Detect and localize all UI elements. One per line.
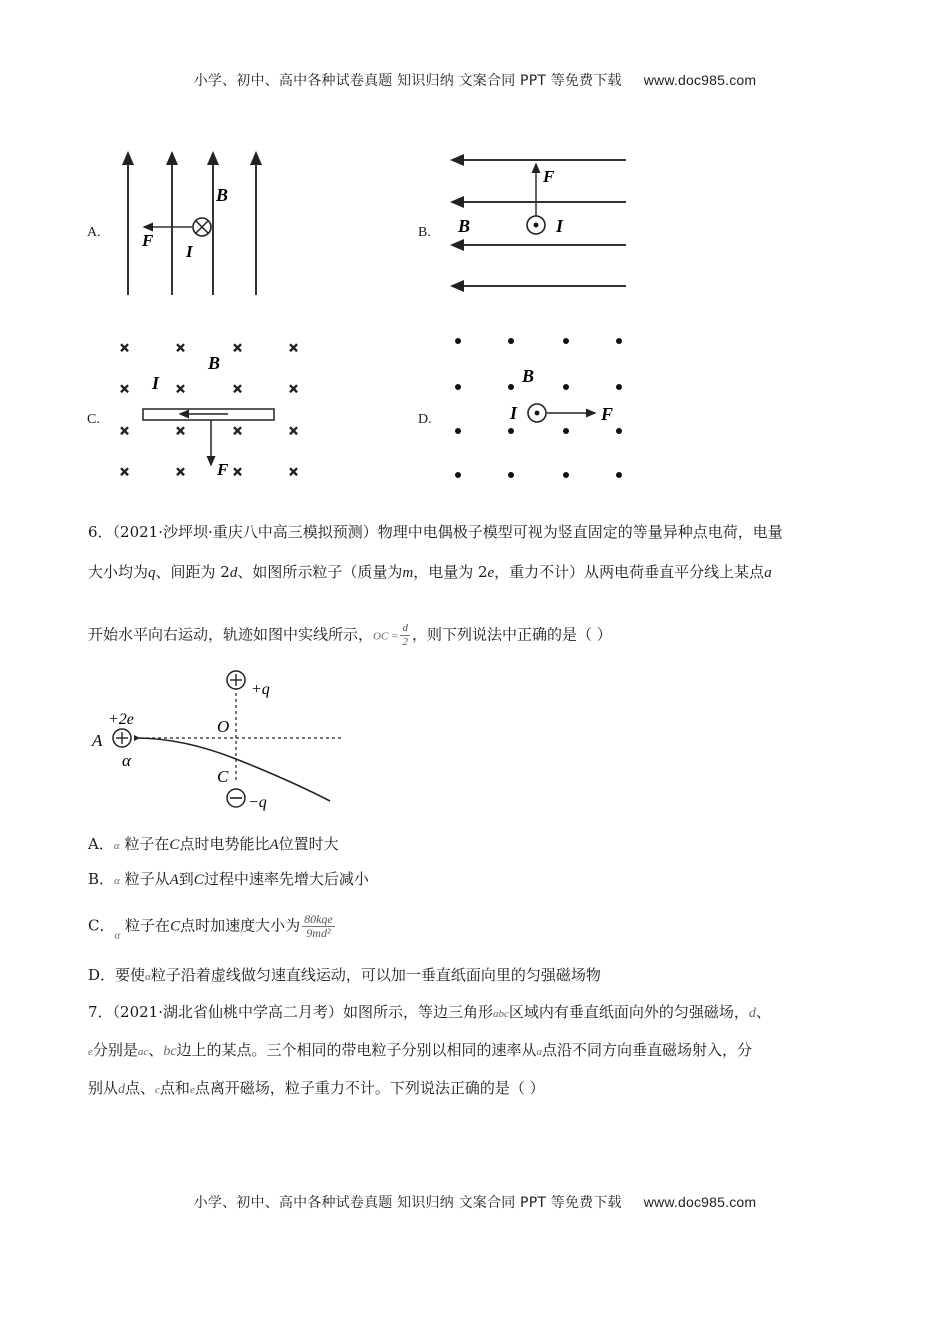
q6-option-a[interactable]: A．α 粒子在C点时电势能比A位置时大 — [88, 835, 339, 853]
svg-text:×: × — [120, 423, 130, 440]
svg-text:α: α — [122, 751, 131, 770]
svg-text:×: × — [289, 340, 299, 357]
option-d-label: D. — [418, 412, 432, 427]
header-text: 小学、初中、高中各种试卷真题 知识归纳 文案合同 PPT 等免费下载 — [193, 73, 622, 89]
page-footer — [0, 1192, 950, 1212]
svg-text:F: F — [217, 460, 229, 479]
svg-text:I: I — [186, 242, 193, 261]
q6-line-2: 大小均为q、间距为 2d、如图所示粒子（质量为m，电量为 2e，重力不计）从两电荷垂直平分线上某点a — [88, 563, 772, 581]
svg-text:F: F — [601, 404, 614, 424]
q7-source: （2021·湖北省仙桃中学高二月考） — [112, 1003, 343, 1021]
diagram-option-b — [440, 150, 640, 295]
option-a-label: A. — [87, 225, 101, 240]
svg-text:B: B — [522, 366, 535, 386]
footer-url[interactable]: www.doc985.com — [643, 1194, 757, 1210]
diagram-option-a — [110, 145, 280, 305]
q6-line-3: 开始水平向右运动，轨迹如图中实线所示，OC = $\frac{d}{2}$ ，则下列说法中正确的是（ ） — [88, 622, 612, 648]
svg-text:×: × — [120, 381, 130, 398]
q6-dipole-diagram — [88, 662, 348, 817]
svg-text:−q: −q — [248, 794, 267, 811]
q7-line-2: e分别是ac、bc边上的某点。三个相同的带电粒子分别以相同的速率从a点沿不同方向垂直磁场射入，分 — [88, 1041, 753, 1059]
svg-text:+q: +q — [251, 681, 270, 698]
svg-text:×: × — [233, 340, 243, 357]
fraction-d-over-2: $\frac{d}{2}$ — [402, 622, 408, 648]
svg-text:B: B — [458, 216, 471, 236]
q7-line-3: 别从d点、c点和e点离开磁场，粒子重力不计。下列说法正确的是（ ） — [88, 1079, 545, 1097]
svg-text:F: F — [142, 231, 154, 250]
svg-text:×: × — [289, 423, 299, 440]
svg-text:×: × — [176, 381, 186, 398]
svg-text:×: × — [289, 381, 299, 398]
svg-text:I: I — [556, 216, 564, 236]
q6-option-b[interactable]: B．α 粒子从A到C过程中速率先增大后减小 — [88, 870, 369, 888]
svg-text:F: F — [543, 167, 555, 186]
label-B: B — [216, 185, 229, 205]
svg-text:+2e: +2e — [108, 711, 134, 728]
svg-text:×: × — [233, 423, 243, 440]
header-url[interactable]: www.doc985.com — [643, 72, 757, 88]
svg-text:×: × — [176, 464, 186, 481]
q6-source: （2021·沙坪坝·重庆八中高三模拟预测） — [112, 523, 378, 541]
option-c-label: C. — [87, 412, 100, 427]
svg-text:×: × — [233, 464, 243, 481]
svg-text:A: A — [92, 731, 103, 750]
svg-text:×: × — [176, 340, 186, 357]
svg-text:×: × — [233, 381, 243, 398]
svg-text:I: I — [152, 373, 160, 393]
q6-option-d[interactable]: D．要使α粒子沿着虚线做匀速直线运动，可以加一垂直纸面向里的匀强磁场物 — [88, 966, 601, 984]
svg-text:×: × — [176, 423, 186, 440]
fraction-accel: $\frac{\text{80kqe}}{\text{9md²}}$ — [304, 912, 333, 940]
diagram-option-c — [110, 332, 315, 482]
svg-text:C: C — [217, 767, 229, 786]
q6-option-c[interactable]: C．$_\alpha$ 粒子在C点时加速度大小为 $\frac{\text{80kqe}}{\text{9md²}}$ — [88, 912, 333, 942]
svg-text:×: × — [120, 340, 130, 357]
page-header — [0, 70, 950, 90]
svg-text:×: × — [120, 464, 130, 481]
footer-text: 小学、初中、高中各种试卷真题 知识归纳 文案合同 PPT 等免费下载 — [193, 1195, 622, 1211]
diagram-option-d — [440, 330, 640, 485]
svg-text:B: B — [208, 353, 221, 373]
q7-line-1: 7．（2021·湖北省仙桃中学高二月考）如图所示，等边三角形abc区域内有垂直纸面向外的匀强磁场，d、 — [88, 1003, 771, 1021]
svg-text:O: O — [217, 717, 230, 736]
q6-line-1: 6．（2021·沙坪坝·重庆八中高三模拟预测）物理中电偶极子模型可视为竖直固定的等量异种点电荷，电量 — [88, 523, 783, 541]
svg-text:I: I — [510, 403, 518, 423]
svg-text:×: × — [289, 464, 299, 481]
option-b-label: B. — [418, 225, 431, 240]
